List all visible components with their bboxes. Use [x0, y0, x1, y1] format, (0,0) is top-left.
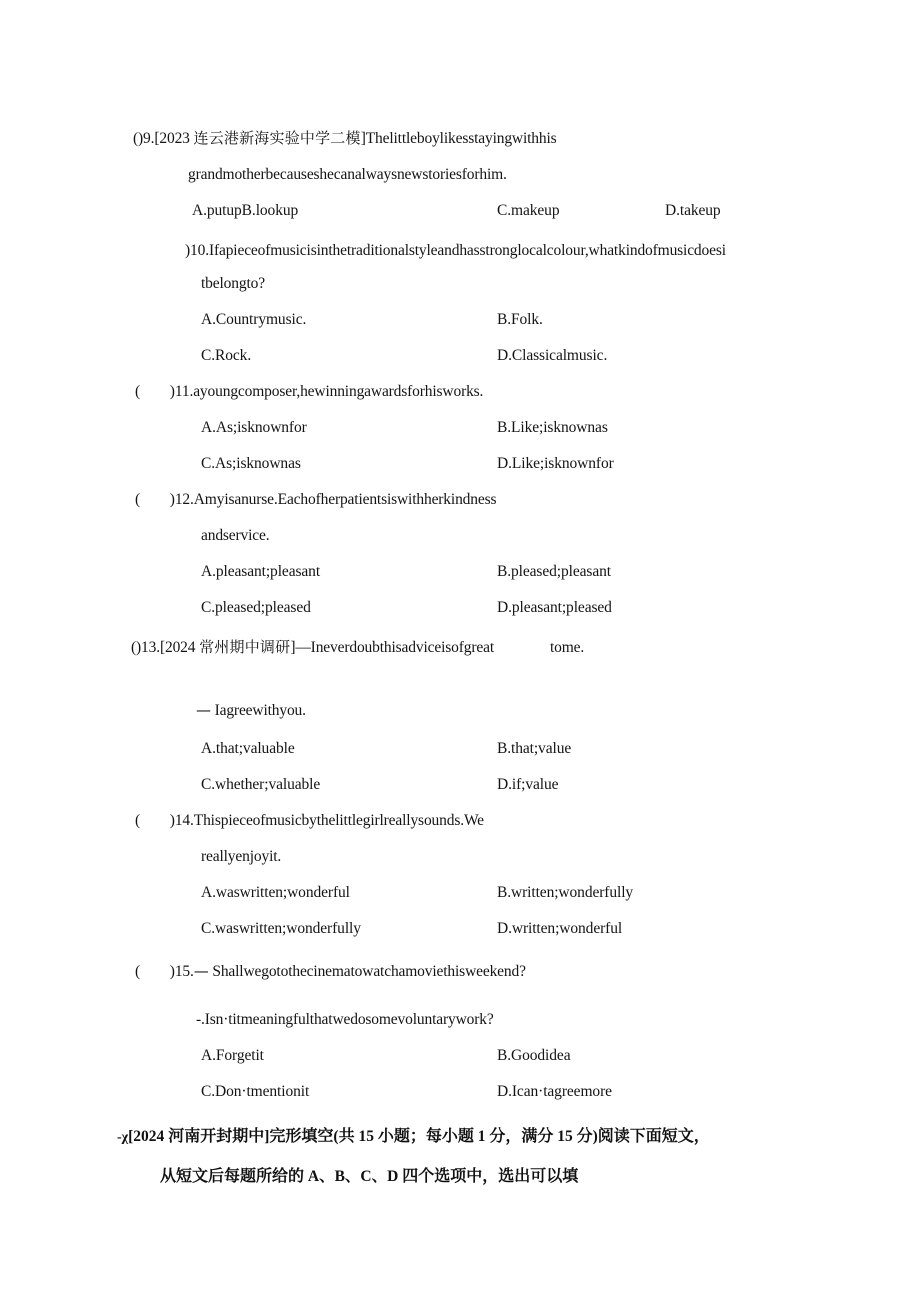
scoring-close-paren: ) — [592, 1128, 598, 1145]
question-10-stem-line-1 — [185, 243, 726, 259]
question-13-source-open: [2024 — [159, 639, 200, 656]
question-10-stem-line-2: tbelongto? — [201, 275, 265, 292]
question-9-source-close: ] — [360, 130, 366, 147]
question-11-bracket: ( ) — [135, 383, 175, 400]
question-13-number: 13. — [141, 639, 160, 656]
em-dash-icon: — — [196, 701, 211, 719]
cloze-instruction-line-2 — [160, 1168, 578, 1185]
question-13-option-b[interactable]: B.that;value — [497, 740, 572, 757]
question-11-number: 11. — [174, 383, 194, 400]
scoring-count: 15 — [354, 1128, 378, 1145]
scoring-label-4: 分 — [576, 1126, 593, 1145]
question-14-option-c[interactable]: C.waswritten;wonderfully — [201, 920, 361, 937]
cloze-title: 完形填空 — [269, 1126, 334, 1145]
question-15-option-b[interactable]: B.Goodidea — [497, 1047, 571, 1064]
question-15-option-c[interactable]: C.Don·tmentionit — [201, 1083, 310, 1100]
question-9-stem-line-2: grandmotherbecauseshecanalwaysnewstoriesforhim. — [188, 166, 507, 183]
question-10-stem-text-1: Ifapieceofmusicisinthetraditionalstyleandhasstronglocalcolour,whatkindofmusicdoesi — [208, 242, 726, 259]
cloze-instruction-text-1: 阅读下面短文， — [597, 1126, 710, 1145]
question-9-option-c[interactable]: C.makeup — [497, 202, 560, 219]
question-12-option-c[interactable]: C.pleased;pleased — [201, 599, 311, 616]
question-9-stem-line-1 — [133, 131, 557, 147]
question-13-option-d[interactable]: D.if;value — [497, 776, 559, 793]
question-9-bracket: () — [133, 130, 144, 147]
question-12-stem-line-1 — [135, 492, 496, 508]
question-15-option-a[interactable]: A.Forgetit — [201, 1047, 264, 1064]
question-15-stem-line-2: -.Isn·titmeaningfulthatwedosomevoluntarywork? — [196, 1011, 494, 1028]
scoring-total: 15 — [553, 1128, 577, 1145]
question-11-option-c[interactable]: C.As;isknownas — [201, 455, 301, 472]
question-10-bracket: ) — [185, 242, 191, 259]
question-14-stem-line-2: reallyenjoyit. — [201, 848, 282, 865]
cloze-source-close: ] — [264, 1128, 270, 1145]
question-9-option-ab[interactable]: A.putupB.lookup — [192, 202, 299, 219]
question-11-stem-text-1: ayoungcomposer,hewinningawardsforhisworks. — [193, 383, 484, 400]
cloze-instruction-line-1 — [117, 1128, 710, 1145]
question-9-stem-text-1: Thelittleboylikesstayingwithhis — [365, 130, 557, 147]
question-12-stem-text-1: Amyisanurse.Eachofherpatientsiswithherkindness — [193, 491, 497, 508]
question-13-reply-text: Iagreewithyou. — [214, 702, 306, 719]
question-9-option-d[interactable]: D.takeup — [665, 202, 721, 219]
scoring-per-item: 1 — [473, 1128, 490, 1145]
question-11-option-b[interactable]: B.Like;isknownas — [497, 419, 608, 436]
question-14-bracket: ( ) — [135, 812, 175, 829]
question-14-stem-text-1: Thispieceofmusicbythelittlegirlreallysounds.We — [193, 812, 484, 829]
question-12-option-b[interactable]: B.pleased;pleasant — [497, 563, 611, 580]
section-marker: -χ — [117, 1130, 129, 1145]
question-9-source-open: [2023 — [154, 130, 194, 147]
question-15-stem-line-1 — [135, 964, 526, 980]
question-13-stem-text-1b: tome. — [549, 639, 585, 656]
scoring-open-paren: ( — [333, 1128, 339, 1145]
question-11-option-a[interactable]: A.As;isknownfor — [201, 419, 307, 436]
question-9-source-cn: 连云港新海实验中学二模 — [193, 129, 361, 147]
cloze-instruction-text-2b: 四个选项中，选出可以填 — [402, 1166, 579, 1185]
question-10-option-d[interactable]: D.Classicalmusic. — [497, 347, 608, 364]
question-14-option-d[interactable]: D.written;wonderful — [497, 920, 623, 937]
question-13-source-cn: 常州期中调研 — [199, 638, 291, 656]
em-dash-icon: — — [193, 962, 209, 980]
cloze-option-letters: A、B、C、D — [304, 1168, 403, 1185]
scoring-label-3: 分，满分 — [489, 1126, 554, 1145]
question-13-option-a[interactable]: A.that;valuable — [201, 740, 295, 757]
question-12-bracket: ( ) — [135, 491, 175, 508]
question-13-bracket: () — [131, 639, 142, 656]
question-14-option-a[interactable]: A.waswritten;wonderful — [201, 884, 350, 901]
question-10-option-b[interactable]: B.Folk. — [497, 311, 543, 328]
cloze-instruction-text-2a: 从短文后每题所给的 — [160, 1166, 305, 1185]
question-15-bracket: ( ) — [135, 963, 175, 980]
question-15-option-d[interactable]: D.Ican·tagreemore — [497, 1083, 612, 1100]
question-13-option-c[interactable]: C.whether;valuable — [201, 776, 321, 793]
question-11-stem-line-1 — [135, 384, 483, 400]
question-12-option-a[interactable]: A.pleasant;pleasant — [201, 563, 321, 580]
question-13-source-close: ] — [290, 639, 296, 656]
question-13-stem-line-1 — [131, 640, 584, 656]
question-12-stem-line-2: andservice. — [201, 527, 270, 544]
cloze-source-cn: 河南开封期中 — [168, 1126, 265, 1145]
question-9-number: 9. — [143, 130, 155, 147]
question-14-stem-line-1 — [135, 813, 484, 829]
question-10-option-a[interactable]: A.Countrymusic. — [201, 311, 307, 328]
question-12-number: 12. — [174, 491, 194, 508]
cloze-source-open: [2024 — [128, 1128, 169, 1145]
question-14-number: 14. — [174, 812, 194, 829]
question-15-number: 15. — [174, 963, 194, 980]
question-10-option-c[interactable]: C.Rock. — [201, 347, 252, 364]
question-14-option-b[interactable]: B.written;wonderfully — [497, 884, 634, 901]
question-13-stem-text-1a: —Ineverdoubthisadviceisofgreat — [295, 639, 494, 656]
scoring-label-1: 共 — [338, 1126, 355, 1145]
question-13-reply-line — [196, 703, 306, 719]
question-10-number: 10. — [190, 242, 209, 259]
scoring-label-2: 小题；每小题 — [377, 1126, 474, 1145]
question-15-stem-text-1: Shallwegotothecinematowatchamoviethisweekend? — [208, 963, 526, 980]
question-12-option-d[interactable]: D.pleasant;pleased — [497, 599, 612, 616]
question-11-option-d[interactable]: D.Like;isknownfor — [497, 455, 614, 472]
